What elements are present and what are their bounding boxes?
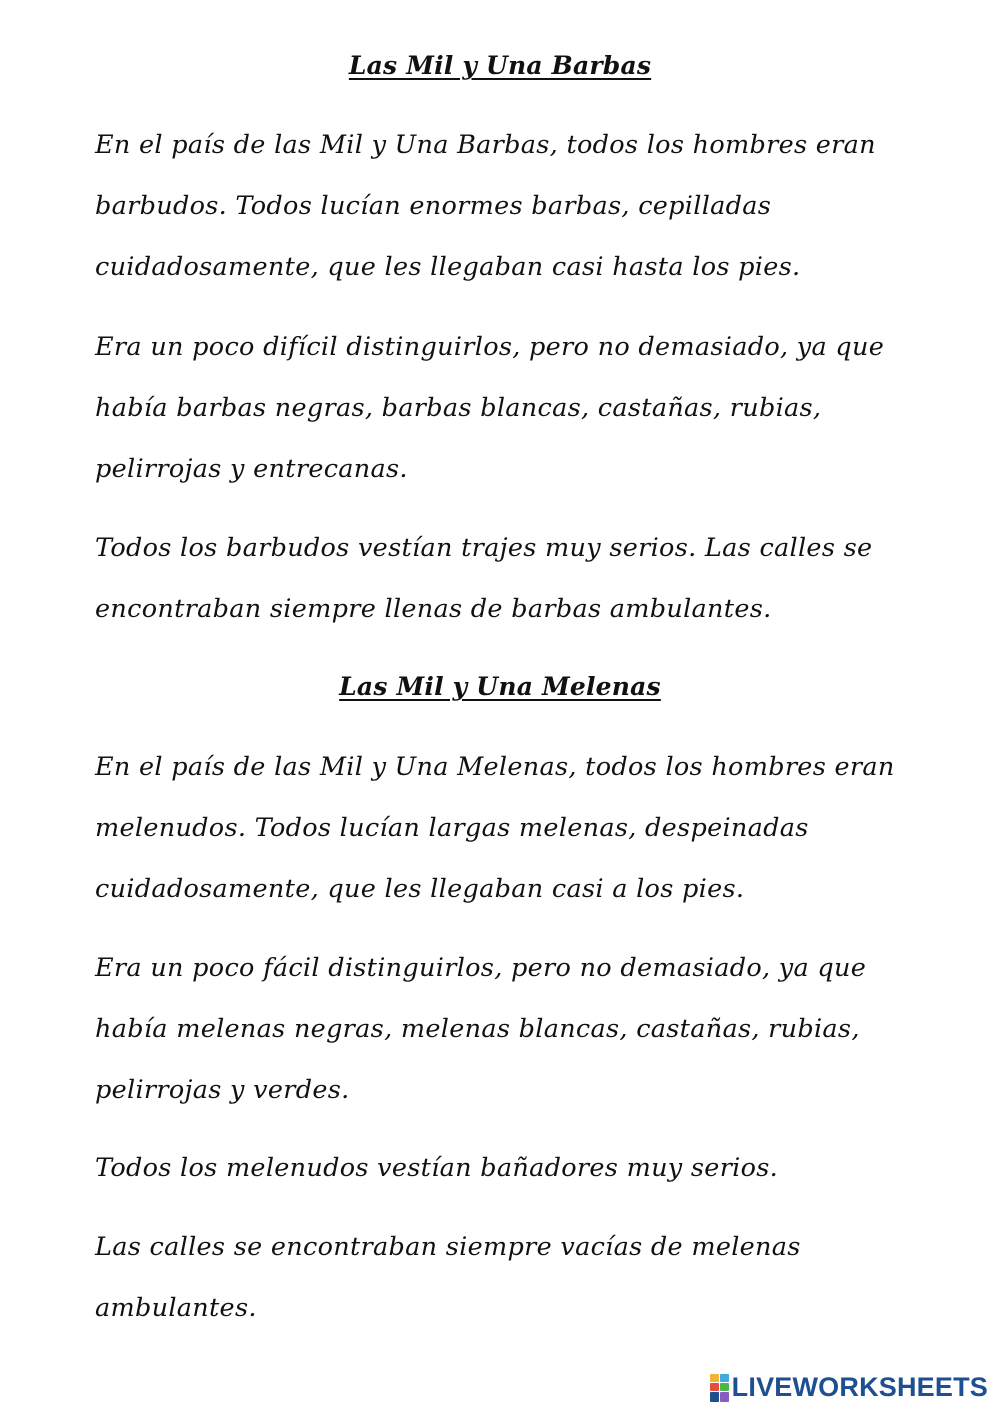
brand-name: LIVEWORKSHEETS [731,1371,988,1402]
text-line: barbudos. Todos lucían enormes barbas, cepilladas [95,191,772,221]
liveworksheets-logo-icon [710,1374,728,1400]
text-line: ambulantes. [95,1293,257,1323]
text-line: había barbas negras, barbas blancas, castañas, rubias, [95,393,822,423]
paragraph-barbas-3 [95,518,925,640]
text-line: pelirrojas y entrecanas. [95,454,408,484]
text-line: había melenas negras, melenas blancas, castañas, rubias, [95,1014,860,1044]
text-line: Todos los melenudos vestían bañadores muy serios. [95,1153,779,1183]
section-title-melenas: Las Mil y Una Melenas [339,672,661,701]
text-line: Las calles se encontraban siempre vacías de melenas [95,1232,801,1262]
section-title-barbas: Las Mil y Una Barbas [348,51,652,80]
logo-block [720,1374,729,1382]
text-line: Era un poco fácil distinguirlos, pero no demasiado, ya que [95,953,867,983]
paragraph-melenas-3 [95,1138,925,1199]
text-line: Era un poco difícil distinguirlos, pero no demasiado, ya que [95,332,885,362]
text-line: pelirrojas y verdes. [95,1075,350,1105]
text-line: cuidadosamente, que les llegaban casi hasta los pies. [95,252,801,282]
text-line: cuidadosamente, que les llegaban casi a los pies. [95,874,745,904]
text-line: melenudos. Todos lucían largas melenas, despeinadas [95,813,809,843]
text-line: En el país de las Mil y Una Barbas, todos los hombres eran [95,130,876,160]
paragraph-barbas-2 [95,317,925,500]
paragraph-melenas-4 [95,1217,925,1339]
paragraph-barbas-1 [95,115,925,298]
logo-block [710,1383,719,1391]
text-line: En el país de las Mil y Una Melenas, todos los hombres eran [95,752,895,782]
paragraph-melenas-2 [95,938,925,1121]
paragraph-melenas-1 [95,737,925,920]
text-line: Todos los barbudos vestían trajes muy serios. Las calles se [95,533,873,563]
logo-block [710,1392,719,1402]
logo-block [710,1374,719,1382]
liveworksheets-logo[interactable] [710,1370,988,1404]
logo-block [720,1383,729,1391]
logo-block [720,1392,729,1402]
text-line: encontraban siempre llenas de barbas ambulantes. [95,594,772,624]
